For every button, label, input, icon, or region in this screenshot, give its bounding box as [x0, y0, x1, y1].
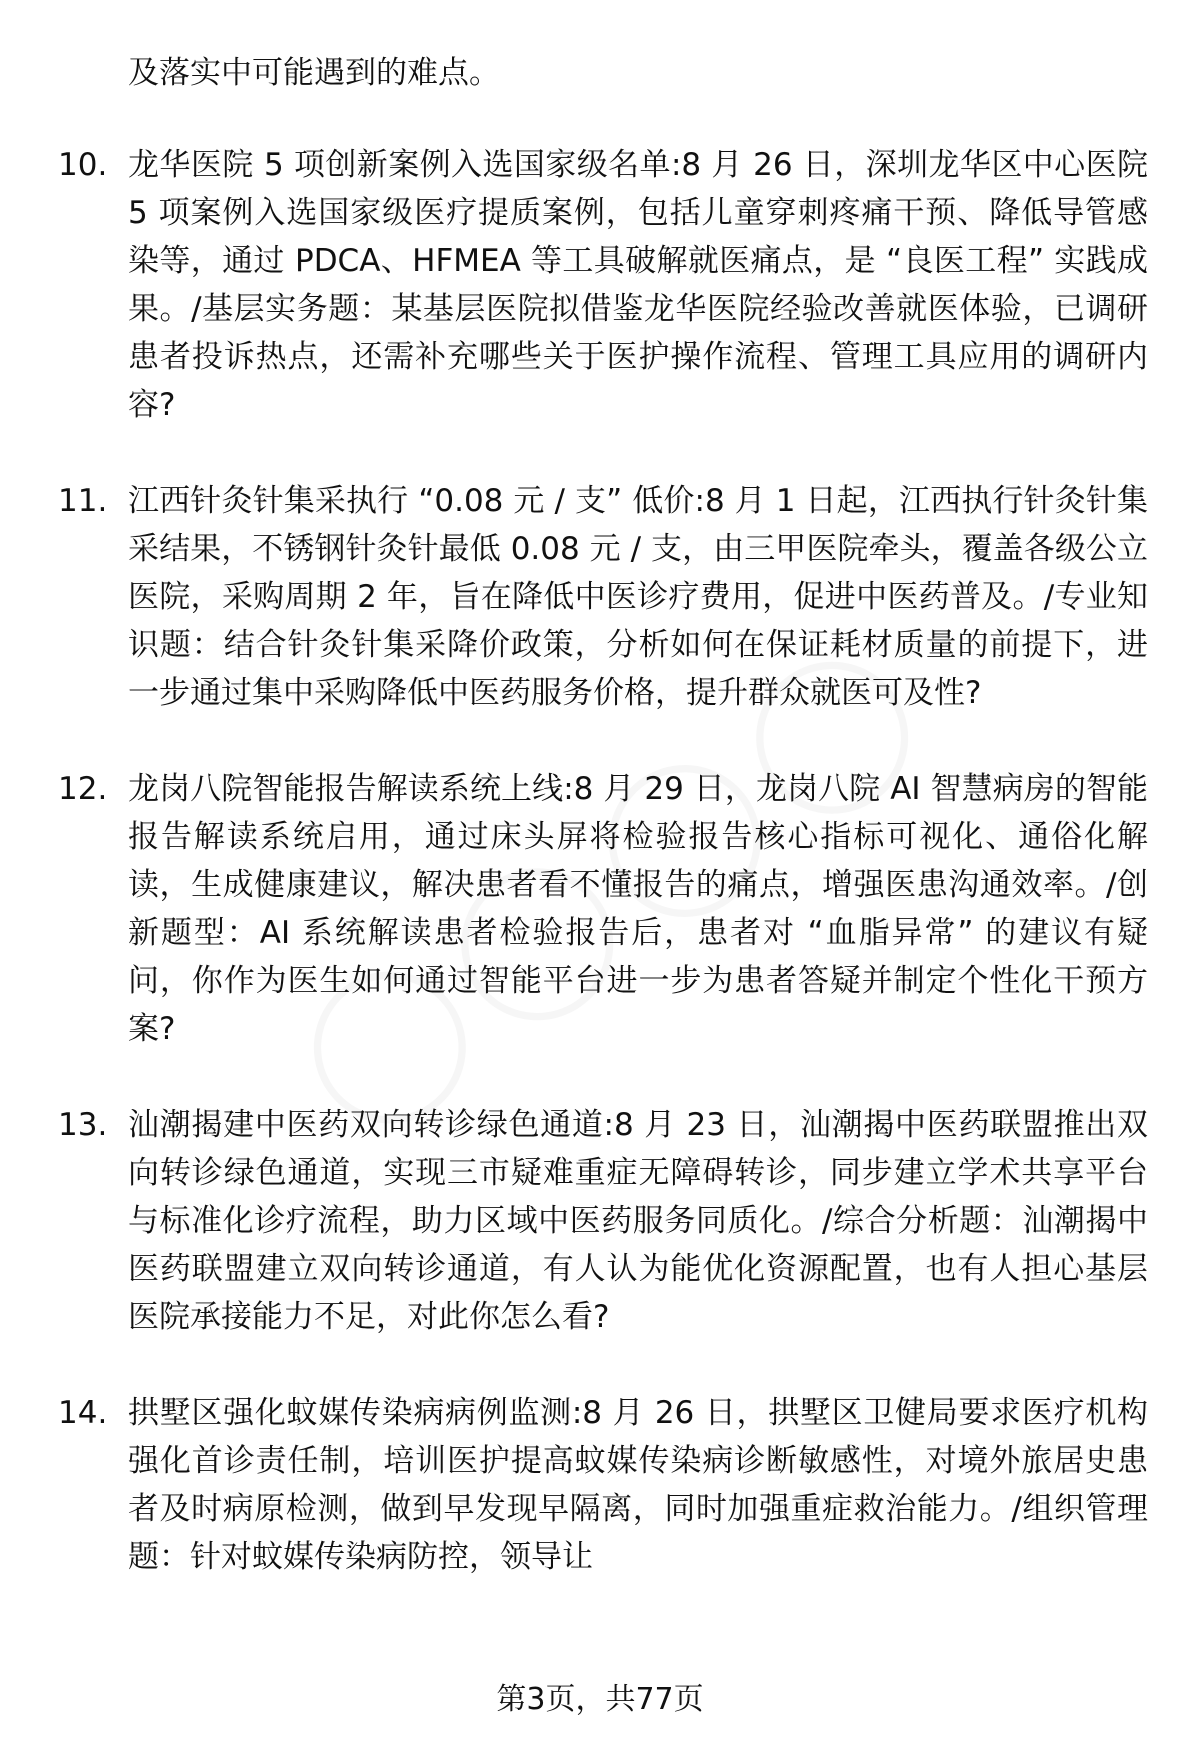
list-item: [58, 141, 1148, 429]
item-text: 拱墅区强化蚊媒传染病病例监测:8 月 26 日，拱墅区卫健局要求医疗机构强化首诊责任制，培训医护提高蚊媒传染病诊断敏感性，对境外旅居史患者及时病原检测，做到早发现早隔离，同时加强重症救治能力。/组织管理题：针对蚊媒传染病防控，领导让: [128, 1395, 1148, 1575]
page-footer: 第3页，共77页: [496, 1682, 704, 1717]
item-number: 10.: [58, 147, 108, 183]
item-number: 13.: [58, 1107, 108, 1143]
item-number: 14.: [58, 1395, 108, 1431]
page-content: [58, 50, 1148, 1629]
intro-text: 及落实中可能遇到的难点。: [128, 55, 500, 91]
list-item: [58, 1101, 1148, 1341]
list-item: [58, 1389, 1148, 1581]
item-text: 龙岗八院智能报告解读系统上线:8 月 29 日，龙岗八院 AI 智慧病房的智能报告解读系统启用，通过床头屏将检验报告核心指标可视化、通俗化解读，生成健康建议，解决患者看不懂报告的痛点，增强医患沟通效率。/创新题型：AI 系统解读患者检验报告后，患者对 “血脂异常” 的建议有疑问，你作为医生如何通过智能平台进一步为患者答疑并制定个性化干预方案?: [128, 771, 1148, 1047]
list-item: [58, 765, 1148, 1053]
item-number: 12.: [58, 771, 108, 807]
list-item: [58, 477, 1148, 717]
item-text: 江西针灸针集采执行 “0.08 元 / 支” 低价:8 月 1 日起，江西执行针灸针集采结果，不锈钢针灸针最低 0.08 元 / 支，由三甲医院牵头，覆盖各级公立医院，采购周期 2 年，旨在降低中医诊疗费用，促进中医药普及。/专业知识题：结合针灸针集采降价政策，分析如何在保证耗材质量的前提下，进一步通过集中采购降低中医药服务价格，提升群众就医可及性?: [128, 483, 1148, 711]
item-text: 汕潮揭建中医药双向转诊绿色通道:8 月 23 日，汕潮揭中医药联盟推出双向转诊绿色通道，实现三市疑难重症无障碍转诊，同步建立学术共享平台与标准化诊疗流程，助力区域中医药服务同质化。/综合分析题：汕潮揭中医药联盟建立双向转诊通道，有人认为能优化资源配置，也有人担心基层医院承接能力不足，对此你怎么看?: [128, 1107, 1148, 1335]
item-number: 11.: [58, 483, 108, 519]
item-text: 龙华医院 5 项创新案例入选国家级名单:8 月 26 日，深圳龙华区中心医院 5 项案例入选国家级医疗提质案例，包括儿童穿刺疼痛干预、降低导管感染等，通过 PDCA、HFMEA 等工具破解就医痛点，是 “良医工程” 实践成果。/基层实务题：某基层医院拟借鉴龙华医院经验改善就医体验，已调研患者投诉热点，还需补充哪些关于医护操作流程、管理工具应用的调研内容?: [128, 147, 1148, 423]
